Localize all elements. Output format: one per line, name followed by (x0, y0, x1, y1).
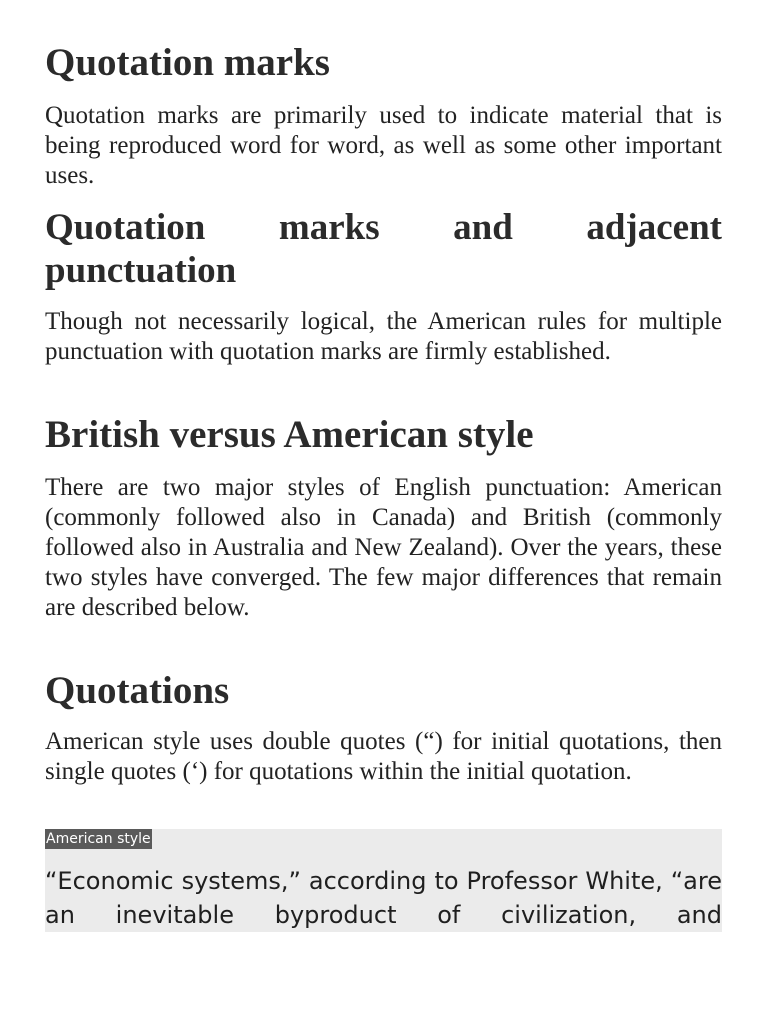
heading-quotations: Quotations (45, 669, 230, 712)
paragraph-adjacent-punctuation: Though not necessarily logical, the American rules for multiple punctuation with quotation marks are firmly established. (45, 308, 722, 365)
example-quote-text: “Economic systems,” according to Professor White, “are an inevitable byproduct of civilization, and (45, 867, 722, 929)
paragraph-quotation-marks: Quotation marks are primarily used to indicate material that is being reproduced word for word, as well as some other important uses. (45, 102, 722, 189)
example-style-tag: American style (46, 831, 151, 847)
heading-adjacent-punctuation: Quotation marks and adjacent punctuation (45, 207, 722, 291)
heading-quotation-marks: Quotation marks (45, 41, 330, 84)
heading-british-vs-american: British versus American style (45, 413, 534, 456)
paragraph-quotations: American style uses double quotes (“) for initial quotations, then single quotes (‘) for quotations within the initial quotation. (45, 728, 722, 785)
example-box (45, 829, 722, 932)
paragraph-british-vs-american: There are two major styles of English punctuation: American (commonly followed also in Canada) and British (commonly followed also in Australia and New Zealand). Over the years, these two styles have converged. The few major differences that remain are described below. (45, 474, 722, 621)
